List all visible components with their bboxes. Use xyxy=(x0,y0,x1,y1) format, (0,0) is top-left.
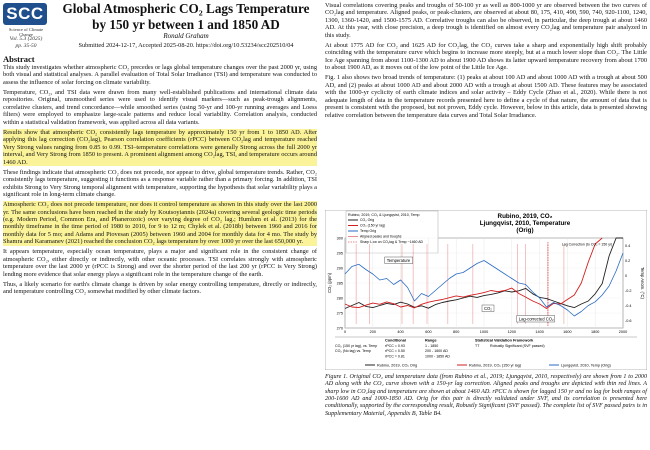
issue-info xyxy=(3,36,49,50)
table-cell: CO₂ (150 yr lag), vs. Temp xyxy=(335,344,378,348)
journal-name: Science of Climate Change xyxy=(8,27,44,37)
x-tick-label: 800 xyxy=(453,330,460,334)
y-right-tick-label: 0.4 xyxy=(625,243,631,248)
lag-correction-note: Lag Correction (to CO₂ = 150 yr) xyxy=(561,242,613,247)
body-paragraph: At about 1775 AD for CO₂ and 1625 AD for CO₂lag, the CO₂ curves take a sharp and exponentially high shift probably coinciding with the temperature curve which begins to increase more steeply, but at a much lower slope than CO₂. The Little Ice Age spanning from about 1100-1300 AD to about 1900 AD shows its latter upward temperature recovery from about 1700 to about 1900 AD, as it moves out of the low point of the Little Ice Age. xyxy=(325,41,647,72)
body-paragraph: Fig. 1 also shows two broad trends of temperature: (1) peaks at about 100 AD and about 1000 AD with a trough at about 500 AD, and (2) peaks at about 1000 AD and about 2000 AD with a trough at about 1500 AD. These features may be associated with the 1000-yr cyclicity of earth climate indices and solar activity – Eddy Cycle (Zhao et al., 2020). While there is not adequate length of data in the temperature records presented here to define a cycle of that nature, the amount of data that is present is consistent with the proposed, but not proven, Eddy cycle. However, below in this article, data is presented showing relative correlation between the temperature data curves and Total Solar Irradiance. xyxy=(325,74,647,119)
figure-1 xyxy=(325,210,647,370)
abstract-paragraph: Results show that atmospheric CO₂ consistently lags temperature by approximately 150 yr from 1 to 1850 AD. After applying this lag correction (CO₂lag), Pearson correlation coefficients (rPCC) between CO₂lag and temperature reached Very Strong values ranging from 0.85 to 0.99. TSI–temperature correlations were generally Strong across the full 2000 yr interval, and Very Strong from 1850 to present. A prominent alignment among CO₂lag, TSI, and temperature occurs around 1460 AD. xyxy=(3,128,317,166)
pages: pp. 35-50 xyxy=(15,43,37,49)
body-paragraph: Visual correlations covering peaks and troughs of 50-100 yr as well as 800-1000 yr are observed between the two curves of CO₂lag and temperature. Aligned peaks, or peak-clusters, are observed at about 80, 175, 410, 490, 590, 740, 920-1100, 1240, 1300, 1360-1420, and 1500-1575 AD. Correlative troughs can also be observed, in particular, the deep trough at about 1460 AD. At this year, with close precision, a deep trough is identified on almost every CO₂lag and temperature pair analyzed in this study. xyxy=(325,2,647,39)
x-tick-label: 400 xyxy=(397,330,404,334)
bottom-legend-entry: Rubino, 2019, CO₂ Orig xyxy=(377,363,418,368)
co2-label: CO₂ xyxy=(484,306,492,311)
table-header: Conditional xyxy=(385,338,406,343)
table-cell: 200 - 1600 AD xyxy=(425,349,448,354)
x-tick-label: 1000 xyxy=(479,330,489,334)
abstract-paragraph: Atmospheric CO₂ does not precede temperature, nor does it control temperature as shown in this study over the last 2000 yr. The same conclusions have been reached in the study by Koutsoyiannis (2024a) covering several geologic time periods (e.g. Modern Period, Common Era, and Phanerozoic) over varying degree of CO₂ lag.; Humlum et al. (2013) for the monthly timeframe in the time period of 1980 to 2010, for 9 to 12 m; Chylek et al. (2018b) between 1960 and 2016 for monthly data for 5 mo; and Adams and Piovesan (2005) between 1960 and 2004 for monthly data for 4 mo. The study by Shamra and Karamanev (2021) reached the conclusion CO₂ lags temperature by over 1000 yr over the last 650,000 yr. xyxy=(3,201,317,246)
x-tick-label: 1200 xyxy=(507,330,517,334)
y-right-tick-label: -0.6 xyxy=(625,318,632,323)
author: Ronald Graham xyxy=(163,32,209,40)
table-cell: 1000 - 1850 AD xyxy=(425,354,450,359)
y-right-tick-label: -0.4 xyxy=(625,303,632,308)
bottom-legend-entry: Ljungqvist, 2010, Temp (Orig) xyxy=(561,363,611,368)
table-cell: Robustly Significant (SVF passed) xyxy=(490,344,545,348)
temperature-label: Temperature xyxy=(386,258,411,263)
table-cell: TT xyxy=(475,344,480,348)
legend-entry: Temp Orig xyxy=(360,229,377,233)
y-left-tick-label: 275 xyxy=(336,311,343,316)
figure-title-line: (Orig) xyxy=(516,227,534,234)
x-tick-label: 2000 xyxy=(618,330,628,334)
abstract-paragraph: This study investigates whether atmospheric CO₂ precedes or lags global temperature changes over the past 2000 yr, using both visual and statistical analyses. A parallel evaluation of Total Solar Irradiance (TSI) and temperature was conducted to assess the influence of solar forcing on climate variability. xyxy=(3,64,317,86)
figure-1-chart xyxy=(325,210,647,370)
x-tick-label: 200 xyxy=(369,330,376,334)
abstract-paragraph: Thus, a likely scenario for earth's climate change is driven by solar energy controlling temperature, directly or indirectly, and temperature controlling CO₂ somewhat modified by other climate factors. xyxy=(3,280,317,296)
y-right-tick-label: 0.2 xyxy=(625,258,631,263)
table-header: Statistical Validation Framework xyxy=(475,338,534,343)
bottom-legend-entry: Rubino, 2019, CO₂ (150 yr lag) xyxy=(469,363,522,368)
y-left-tick-label: 295 xyxy=(336,251,343,256)
abstract-paragraph: These findings indicate that atmospheric CO₂ does not precede, nor appear to drive, global temperature trends. Rather, CO₂ consistently lags temperature, suggesting it functions as a response variable rather than a primary forcing. In addition, TSI exhibits Strong to Very Strong temporal alignment with temperature, supporting the hypothesis that solar variability plays a significant role in long-term climate change. xyxy=(3,168,317,199)
table-header: Range xyxy=(425,338,437,343)
legend-entry: CO₂ Orig xyxy=(360,218,375,222)
legend-entry: CO₂ (150 yr lag) xyxy=(360,223,386,228)
y-right-tick-label: -0.2 xyxy=(625,288,632,293)
table-cell: rPCC = 0.81 xyxy=(385,354,405,359)
legend-entry: Aligned peaks and troughs xyxy=(360,234,402,239)
paper-title: Global Atmospheric CO₂ Lags Temperature by 150 yr between 1 and 1850 AD xyxy=(62,1,310,32)
figure-title-line: Ljungqvist, 2010, Temperature xyxy=(479,220,571,227)
y-left-tick-label: 280 xyxy=(336,296,343,301)
y-left-tick-label: 285 xyxy=(336,281,343,286)
x-tick-label: 600 xyxy=(425,330,432,334)
table-cell: 1 - 1850 xyxy=(425,344,439,348)
x-tick-label: 0 xyxy=(343,330,347,334)
x-tick-label: 1800 xyxy=(590,330,600,334)
x-tick-label: 1400 xyxy=(535,330,544,334)
right-column xyxy=(325,2,647,122)
y-left-tick-label: 290 xyxy=(336,266,343,271)
journal-logo: SCC xyxy=(3,3,47,25)
lag-corrected-label: Lag-corrected CO₂ xyxy=(518,316,554,322)
figure-caption: Figure 1. Original CO₂ and temperature data (from Rubino et al., 2019; Ljungqvist, 2010, respectively) are shown from 1 to 2000 AD along with the CO₂ curve shown with a 150-yr lag correction. Aligned peaks and troughs are depicted with thin red lines. A sharp low in CO₂lag and temperature are shown at about 1460 AD. rPCC is shown for lagged 150 yr and no lag for both ranges of 200-1600 AD and 1000-1850 AD. Orig for this pair is directly validated under SVF, and its correlation is presented here conditionally, supported by the corresponding result, Robustly Significant (SVF passed). The complete list of SVF passed pairs is in Supplementary Material, Appendix B, Table B4. xyxy=(325,374,647,417)
abstract-column xyxy=(3,64,317,298)
table-cell: CO₂ (No lag) vs. Temp xyxy=(335,349,371,354)
legend-title: Rubino, 2019, CO₂ & Ljungqvist, 2010, Temp xyxy=(348,213,420,217)
table-cell: rPCC = 0.50 xyxy=(385,349,405,354)
y-right-axis-label: Temp Anom. (°C) xyxy=(640,267,645,299)
volume: Vol. 5.3 (2025) xyxy=(9,36,43,42)
abstract-paragraph: Temperature, CO₂, and TSI data were drawn from many well-established publications and international climate data repositories. Original, unsmoothed series were used to identify visual markers—such as peak-trough alignments, correlative clusters, and trend concordance—while smoothed series (using 50-yr and 100-yr running averages and Loess filters) were employed to emphasize large-scale patterns and reduce local variability. Correlation analysis, conducted within a statistical validation framework, was applied across all data variants. xyxy=(3,88,317,126)
y-right-tick-label: 0 xyxy=(625,273,628,278)
legend-entry: Sharp Low on CO₂lag & Temp ~1460 AD xyxy=(360,240,424,244)
submission-info: Submitted 2024-12-17, Accepted 2025-08-20. https://doi.org/10.53234/scc202510/04 xyxy=(78,42,294,49)
abstract-heading: Abstract xyxy=(3,54,35,64)
table-cell: rPCC = 0.93 xyxy=(385,344,405,348)
y-left-tick-label: 300 xyxy=(336,236,343,241)
y-left-tick-label: 270 xyxy=(336,326,343,331)
x-tick-label: 1600 xyxy=(563,330,572,334)
y-left-axis-label: CO₂ (ppm) xyxy=(327,272,332,294)
abstract-paragraph: It appears temperature, especially ocean temperature, plays a major and significant role in the consistent change of atmospheric CO₂, either directly or indirectly, with other oceanic processes. TSI correlates strongly with atmospheric temperature over the last 2000 yr (rPCC is Strong) and over the shorter period of the last 200 yr (rPCC is Very Strong) lending more evidence that solar energy plays a significant role in the temperature change of the earth. xyxy=(3,248,317,278)
figure-title-line: Rubino, 2019, CO₂ xyxy=(497,213,553,220)
